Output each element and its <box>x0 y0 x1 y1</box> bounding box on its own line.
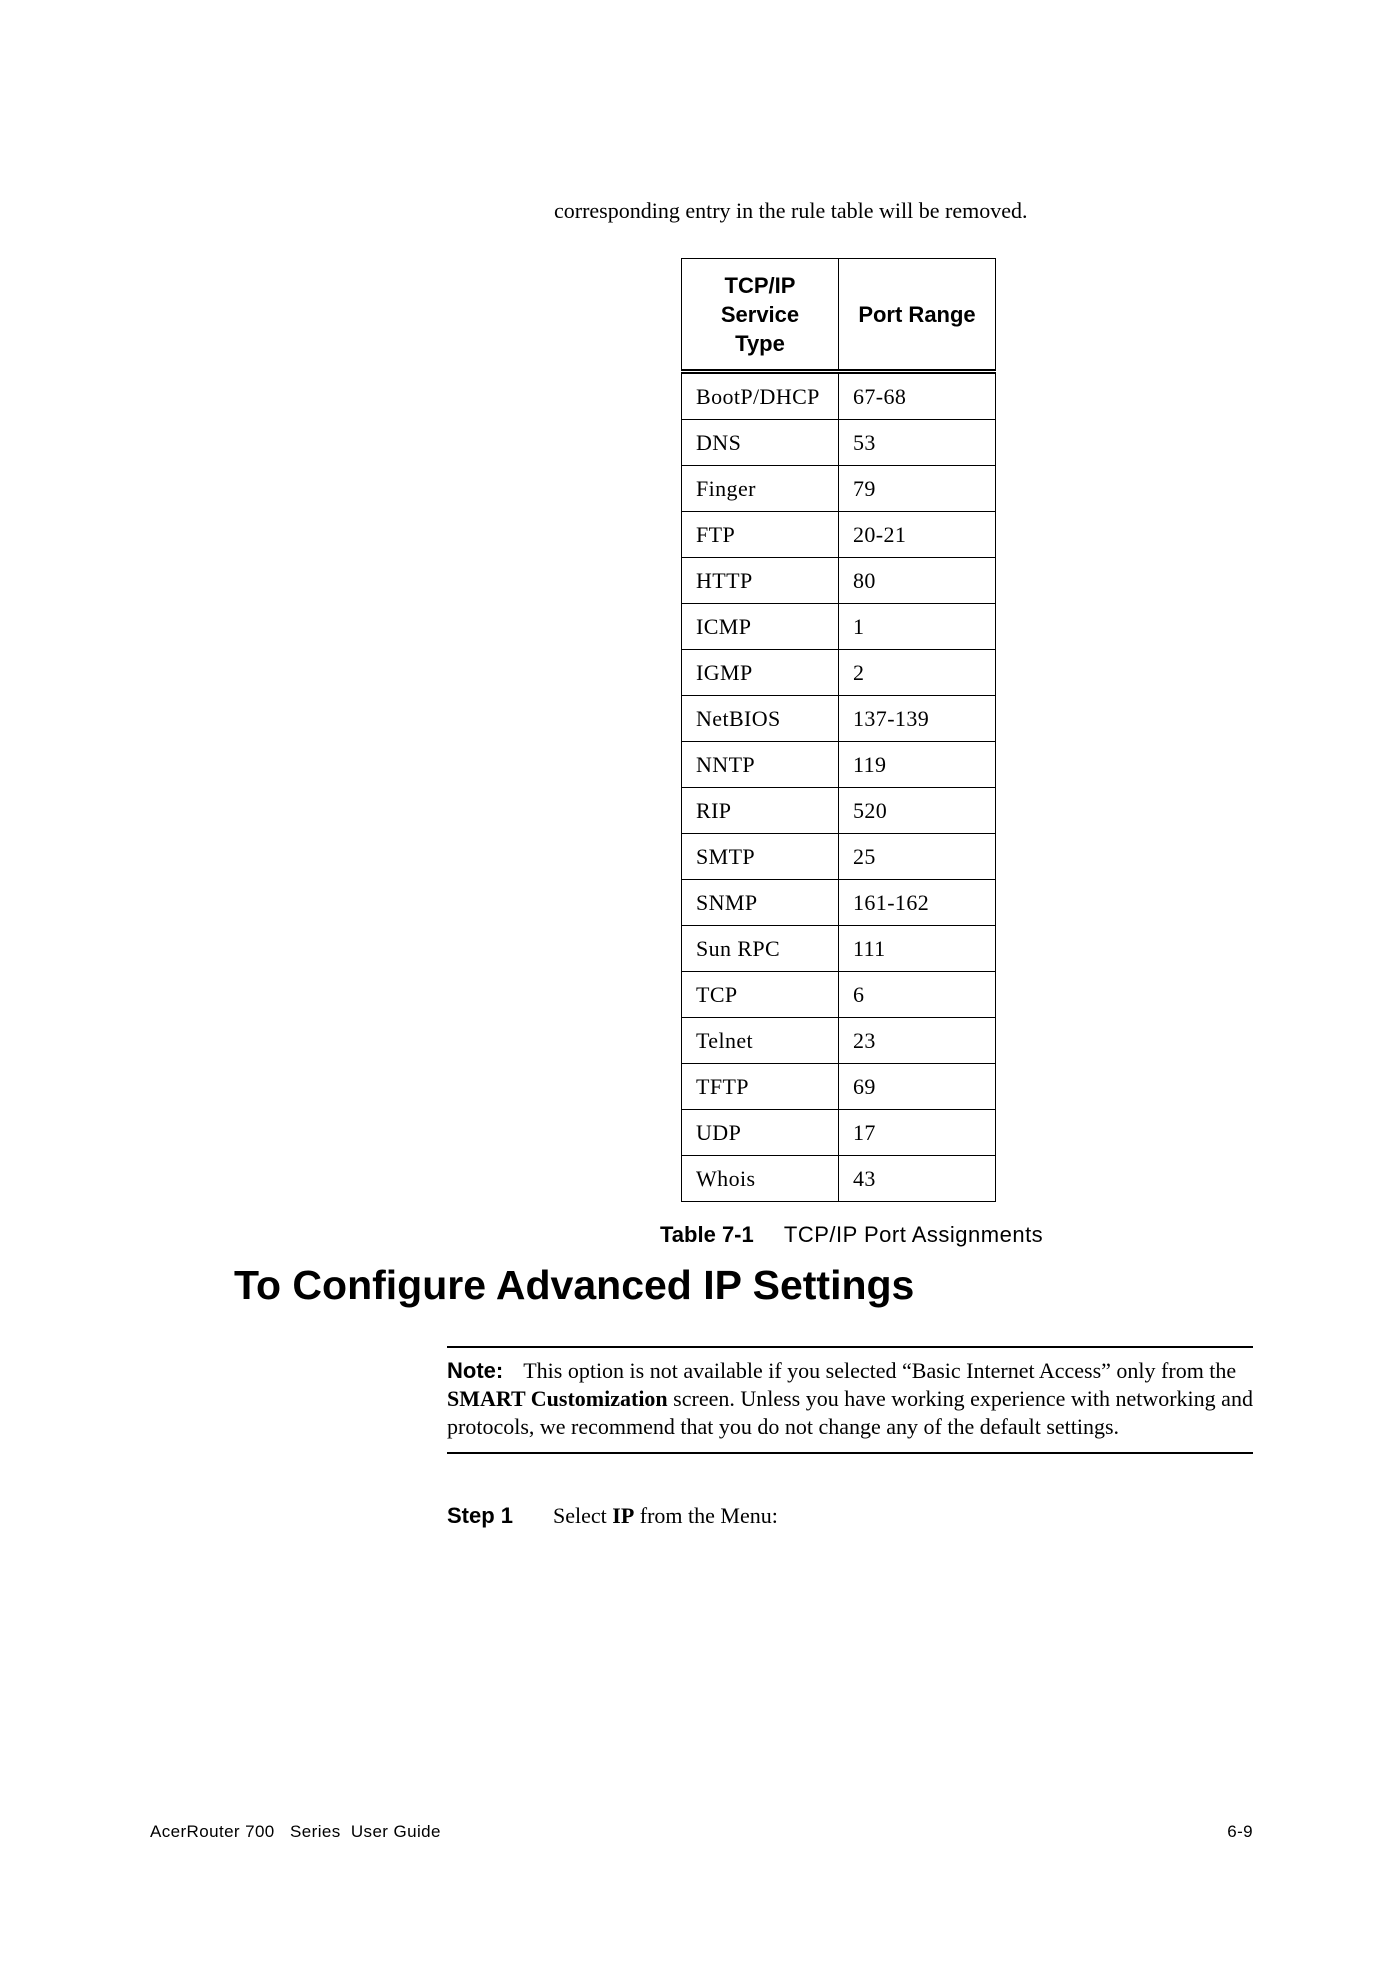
table-header-row <box>682 259 996 372</box>
note-text-end: screen. Unless you have working experience with networking and protocols, we recommend that you do not change any of the default settings. <box>447 1386 1253 1439</box>
cell-port-range: 79 <box>839 466 996 512</box>
table-row <box>682 372 996 420</box>
table-row <box>682 788 996 834</box>
step-text-start: Select <box>553 1503 613 1528</box>
cell-port-range: 23 <box>839 1018 996 1064</box>
cell-port-range: 161-162 <box>839 880 996 926</box>
cell-port-range: 520 <box>839 788 996 834</box>
cell-service-type: NNTP <box>682 742 839 788</box>
cell-service-type: SNMP <box>682 880 839 926</box>
port-assignments-table <box>681 258 996 1202</box>
caption-label: Table 7-1 <box>660 1222 754 1247</box>
cell-service-type: DNS <box>682 420 839 466</box>
table-row <box>682 604 996 650</box>
step-1 <box>447 1503 778 1529</box>
step-label: Step 1 <box>447 1503 514 1528</box>
cell-service-type: Whois <box>682 1156 839 1202</box>
table-caption <box>660 1222 1043 1248</box>
cell-port-range: 111 <box>839 926 996 972</box>
note-label: Note: <box>447 1358 504 1383</box>
table-row <box>682 512 996 558</box>
table-row <box>682 972 996 1018</box>
table-row <box>682 650 996 696</box>
cell-service-type: ICMP <box>682 604 839 650</box>
cell-service-type: SMTP <box>682 834 839 880</box>
table-row <box>682 834 996 880</box>
table-row <box>682 1110 996 1156</box>
table-row <box>682 466 996 512</box>
cell-service-type: TFTP <box>682 1064 839 1110</box>
cell-port-range: 53 <box>839 420 996 466</box>
header-service-type <box>682 259 839 372</box>
table-row <box>682 880 996 926</box>
step-text-end: from the Menu: <box>634 1503 778 1528</box>
table-row <box>682 742 996 788</box>
note-bold-term: SMART Customization <box>447 1386 668 1411</box>
cell-port-range: 6 <box>839 972 996 1018</box>
cell-port-range: 119 <box>839 742 996 788</box>
header-service-type-label: TCP/IP Service Type <box>720 272 800 356</box>
note-box <box>447 1346 1253 1454</box>
intro-paragraph: corresponding entry in the rule table will be removed. <box>554 198 1028 223</box>
cell-service-type: Finger <box>682 466 839 512</box>
cell-service-type: TCP <box>682 972 839 1018</box>
cell-port-range: 17 <box>839 1110 996 1156</box>
table-body <box>682 372 996 1202</box>
table-row <box>682 1156 996 1202</box>
cell-service-type: RIP <box>682 788 839 834</box>
step-bold-term: IP <box>612 1503 635 1528</box>
cell-service-type: FTP <box>682 512 839 558</box>
table-row <box>682 1064 996 1110</box>
footer-title: AcerRouter 700 Series User Guide <box>150 1822 441 1841</box>
cell-service-type: Telnet <box>682 1018 839 1064</box>
caption-text: TCP/IP Port Assignments <box>783 1222 1044 1247</box>
cell-port-range: 69 <box>839 1064 996 1110</box>
table-row <box>682 1018 996 1064</box>
cell-port-range: 67-68 <box>839 372 996 420</box>
footer-page-number: 6-9 <box>1227 1822 1253 1841</box>
cell-service-type: NetBIOS <box>682 696 839 742</box>
cell-port-range: 2 <box>839 650 996 696</box>
table-row <box>682 926 996 972</box>
cell-service-type: Sun RPC <box>682 926 839 972</box>
cell-service-type: HTTP <box>682 558 839 604</box>
header-port-range: Port Range <box>839 259 996 372</box>
note-text-start: This option is not available if you selected “Basic Internet Access” only from the <box>523 1358 1237 1383</box>
table-row <box>682 558 996 604</box>
cell-port-range: 25 <box>839 834 996 880</box>
cell-port-range: 80 <box>839 558 996 604</box>
cell-port-range: 20-21 <box>839 512 996 558</box>
cell-port-range: 1 <box>839 604 996 650</box>
cell-port-range: 43 <box>839 1156 996 1202</box>
cell-service-type: BootP/DHCP <box>682 372 839 420</box>
table-row <box>682 420 996 466</box>
section-heading: To Configure Advanced IP Settings <box>234 1262 915 1308</box>
table-row <box>682 696 996 742</box>
cell-service-type: IGMP <box>682 650 839 696</box>
cell-port-range: 137-139 <box>839 696 996 742</box>
cell-service-type: UDP <box>682 1110 839 1156</box>
